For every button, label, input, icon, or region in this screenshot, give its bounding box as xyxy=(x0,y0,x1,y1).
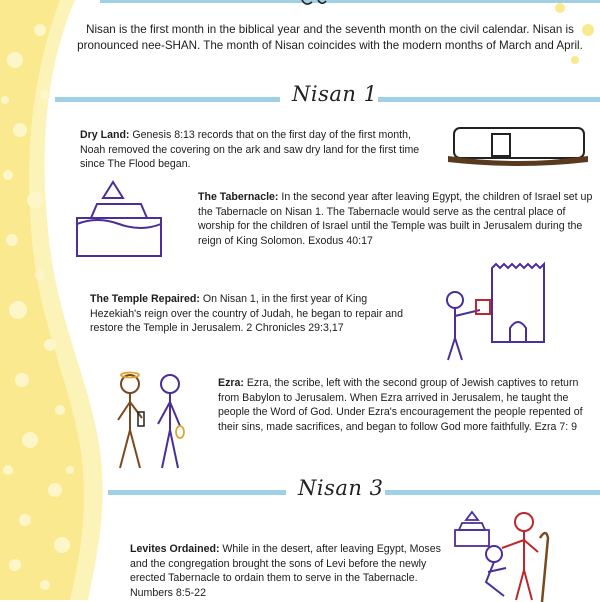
section-divider-left xyxy=(108,490,286,495)
entry-title: Levites Ordained: xyxy=(130,543,220,555)
entry-title: Dry Land: xyxy=(80,129,130,141)
section-heading-nisan-3: Nisan 3 xyxy=(298,476,384,500)
entry-title: Ezra: xyxy=(218,377,244,389)
section-heading-nisan-1: Nisan 1 xyxy=(292,82,378,106)
entry-dry-land xyxy=(80,128,425,172)
section-divider-right xyxy=(378,97,600,102)
ezra-figures-icon xyxy=(112,370,197,475)
temple-builder-icon xyxy=(440,260,590,365)
entry-title: The Temple Repaired: xyxy=(90,293,200,305)
entry-temple-repaired xyxy=(90,292,420,336)
entry-text: While in the desert, after leaving Egypt, Moses and the congregation brought the sons of Levi before the newly erected Tabernacle to ordain them to serve in the Tabernacle. Numbers 8:5-22 xyxy=(130,543,441,599)
top-divider xyxy=(100,0,600,3)
levites-ordination-icon xyxy=(452,510,597,602)
entry-tabernacle xyxy=(198,190,593,248)
entry-title: The Tabernacle: xyxy=(198,191,279,203)
intro-paragraph: Nisan is the first month in the biblical year and the seventh month on the civil calendar. Nisan is pronounced nee-SHAN. The month of Nisan coincides with the modern months of March and April. xyxy=(77,23,583,52)
entry-text: In the second year after leaving Egypt, the children of Israel set up the Tabernacle on Nisan 1. The Tabernacle would serve as the central place of worship for the children of Israel until the Temple was built in Jerusalem during the reign of King Solomon. Exodus 40:17 xyxy=(198,191,593,247)
top-heading-fragment-icon xyxy=(300,0,340,8)
ark-icon xyxy=(448,126,588,166)
entry-text: Genesis 8:13 records that on the first day of the first month, Noah removed the covering on the ark and saw dry land for the first time since The Flood began. xyxy=(80,129,420,171)
tabernacle-icon xyxy=(75,180,165,260)
entry-levites-ordained xyxy=(130,542,445,600)
section-divider-left xyxy=(55,97,280,102)
entry-text: Ezra, the scribe, left with the second group of Jewish captives to return from Babylon to Jerusalem. When Ezra arrived in Jerusalem, he taught the people the Word of God. Under Ezra's encouragement the people repented of their sins, made sacrifices, and began to follow God more faithfully. Ezra 7: 9 xyxy=(218,377,583,433)
section-divider-right xyxy=(385,490,600,495)
entry-ezra xyxy=(218,376,588,434)
entry-text: On Nisan 1, in the first year of King Hezekiah's reign over the country of Judah, he began to repair and restore the Temple in Jerusalem. 2 Chronicles 29:3,17 xyxy=(90,293,403,335)
